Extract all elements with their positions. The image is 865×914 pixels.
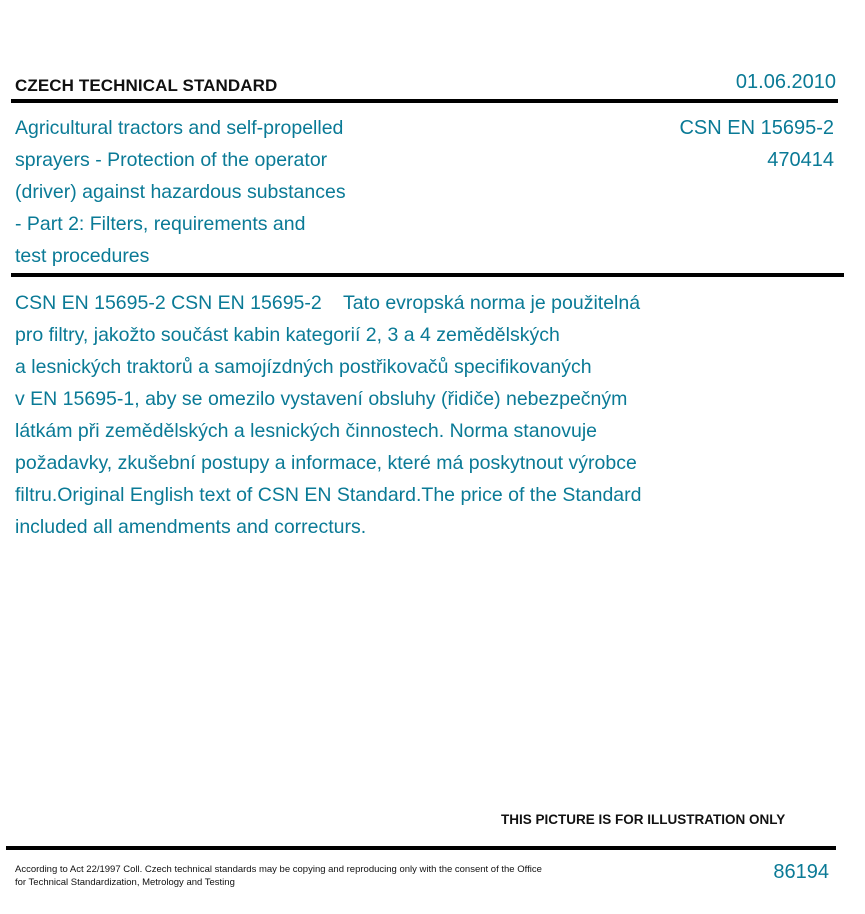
standard-description xyxy=(15,287,715,543)
description-line: included all amendments and correcturs. xyxy=(15,516,367,538)
title-line: sprayers - Protection of the operator xyxy=(15,149,328,171)
legal-line: for Technical Standardization, Metrology and Testing xyxy=(15,877,235,888)
standard-title xyxy=(15,112,395,272)
title-line: - Part 2: Filters, requirements and xyxy=(15,213,306,235)
document-date: 01.06.2010 xyxy=(735,71,836,93)
title-line: test procedures xyxy=(15,245,150,267)
standard-codes xyxy=(679,112,834,176)
title-line: Agricultural tractors and self-propelled xyxy=(15,117,344,139)
header-divider xyxy=(11,99,838,103)
document-header-label: CZECH TECHNICAL STANDARD xyxy=(15,76,278,95)
description-line: požadavky, zkušební postupy a informace, které má poskytnout výrobce xyxy=(15,452,637,474)
catalog-number: 470414 xyxy=(767,149,834,171)
legal-notice xyxy=(15,863,595,889)
description-line: v EN 15695-1, aby se omezilo vystavení obsluhy (řidiče) nebezpečným xyxy=(15,388,628,410)
legal-line: According to Act 22/1997 Coll. Czech technical standards may be copying and reproducing only with the consent of the Office xyxy=(15,864,542,875)
description-line: a lesnických traktorů a samojízdných postřikovačů specifikovaných xyxy=(15,356,592,378)
document-number: 86194 xyxy=(773,861,829,883)
title-divider xyxy=(11,273,844,277)
title-line: (driver) against hazardous substances xyxy=(15,181,346,203)
description-line: látkám při zemědělských a lesnických činnostech. Norma stanovuje xyxy=(15,420,598,442)
footer-divider xyxy=(6,846,836,850)
description-line: filtru.Original English text of CSN EN Standard.The price of the Standard xyxy=(15,484,642,506)
description-line: CSN EN 15695-2 CSN EN 15695-2 Tato evropská norma je použitelná xyxy=(15,292,641,314)
illustration-note: THIS PICTURE IS FOR ILLUSTRATION ONLY xyxy=(501,812,786,827)
description-line: pro filtry, jakožto součást kabin kategorií 2, 3 a 4 zemědělských xyxy=(15,324,560,346)
standard-number: CSN EN 15695-2 xyxy=(679,117,834,139)
